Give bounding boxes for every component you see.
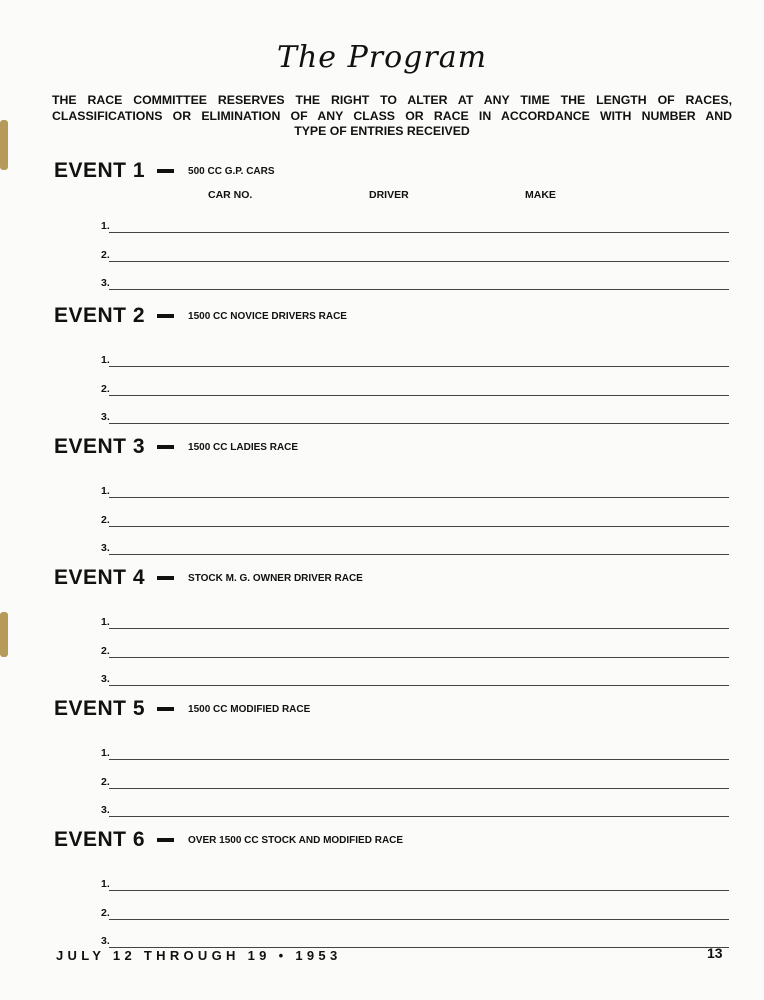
entry-number: 2. [101,644,110,657]
entry-row[interactable] [101,877,729,891]
event-description: 1500 CC LADIES RACE [188,441,299,453]
entry-line[interactable] [109,890,729,891]
entry-number: 1. [101,220,110,232]
event-description: 1500 CC NOVICE DRIVERS RACE [188,310,347,322]
column-make: MAKE [525,189,556,201]
entry-row[interactable] [101,803,729,817]
entry-row[interactable] [101,615,729,629]
page-title: The Program [276,40,488,75]
committee-notice-last-line: TYPE OF ENTRIES RECEIVED [294,124,470,138]
entry-line[interactable] [109,788,729,789]
entry-line[interactable] [109,816,729,817]
entry-row[interactable] [101,382,729,396]
entry-number: 1. [101,616,110,628]
entry-number: 3. [101,804,110,817]
entry-line[interactable] [109,657,729,658]
entry-number: 3. [101,277,110,290]
event-description: 500 CC G.P. CARS [188,165,275,177]
entry-line[interactable] [109,554,729,555]
event-name: EVENT 4 [54,566,146,589]
entry-number: 2. [101,775,110,788]
entry-row[interactable] [101,276,729,290]
event-description: 1500 CC MODIFIED RACE [188,703,311,715]
entry-line[interactable] [109,289,729,290]
entry-number: 2. [101,248,110,261]
entry-line[interactable] [109,526,729,527]
entry-line[interactable] [109,497,729,498]
entry-line[interactable] [109,261,729,262]
entry-line[interactable] [109,423,729,424]
event-header [54,697,310,721]
entry-row[interactable] [101,248,729,262]
entry-number: 1. [101,747,110,759]
entry-line[interactable] [109,759,729,760]
page-number: 13 [707,945,723,961]
event-description: OVER 1500 CC STOCK AND MODIFIED RACE [188,834,404,846]
entry-line[interactable] [109,685,729,686]
entry-line[interactable] [109,366,729,367]
entry-row[interactable] [101,934,729,948]
event-header [54,566,363,590]
entry-number: 1. [101,354,110,366]
entry-row[interactable] [101,746,729,760]
entry-row[interactable] [101,541,729,555]
dash [157,169,174,173]
event-description: STOCK M. G. OWNER DRIVER RACE [188,572,363,584]
entry-number: 2. [101,906,110,919]
dash [157,707,174,711]
entry-row[interactable] [101,484,729,498]
entry-line[interactable] [109,628,729,629]
entry-number: 3. [101,935,110,948]
entry-number: 3. [101,411,110,424]
event-name: EVENT 6 [54,828,146,851]
entry-row[interactable] [101,513,729,527]
entry-row[interactable] [101,906,729,920]
entry-number: 1. [101,485,110,497]
dash [157,445,174,449]
event-header [54,828,403,852]
dash [157,314,174,318]
entry-line[interactable] [109,919,729,920]
entry-row[interactable] [101,775,729,789]
entry-number: 3. [101,673,110,686]
entry-number: 2. [101,513,110,526]
event-name: EVENT 5 [54,697,146,720]
event-header [54,304,347,328]
entry-row[interactable] [101,644,729,658]
entry-number: 3. [101,542,110,555]
entry-row[interactable] [101,672,729,686]
entry-line[interactable] [109,395,729,396]
entry-row[interactable] [101,353,729,367]
entry-number: 1. [101,878,110,890]
entry-number: 2. [101,382,110,395]
event-header [54,159,275,183]
column-driver: DRIVER [369,189,409,201]
event-header [54,435,298,459]
dash [157,838,174,842]
dash [157,576,174,580]
event-name: EVENT 2 [54,304,146,327]
entry-row[interactable] [101,410,729,424]
event-name: EVENT 1 [54,159,146,182]
entry-row[interactable] [101,219,729,233]
binding-staple [0,612,8,657]
column-car-no: CAR NO. [208,189,253,201]
event-name: EVENT 3 [54,435,146,458]
footer-dates: JULY 12 THROUGH 19 • 1953 [56,948,342,963]
entry-line[interactable] [109,232,729,233]
committee-notice: THE RACE COMMITTEE RESERVES THE RIGHT TO ALTER AT ANY TIME THE LENGTH OF RACES, CLASSIFICATIONS OR ELIMINATION OF ANY CLASS OR RACE IN ACCORDANCE WITH NUMBER AND [52,93,732,123]
